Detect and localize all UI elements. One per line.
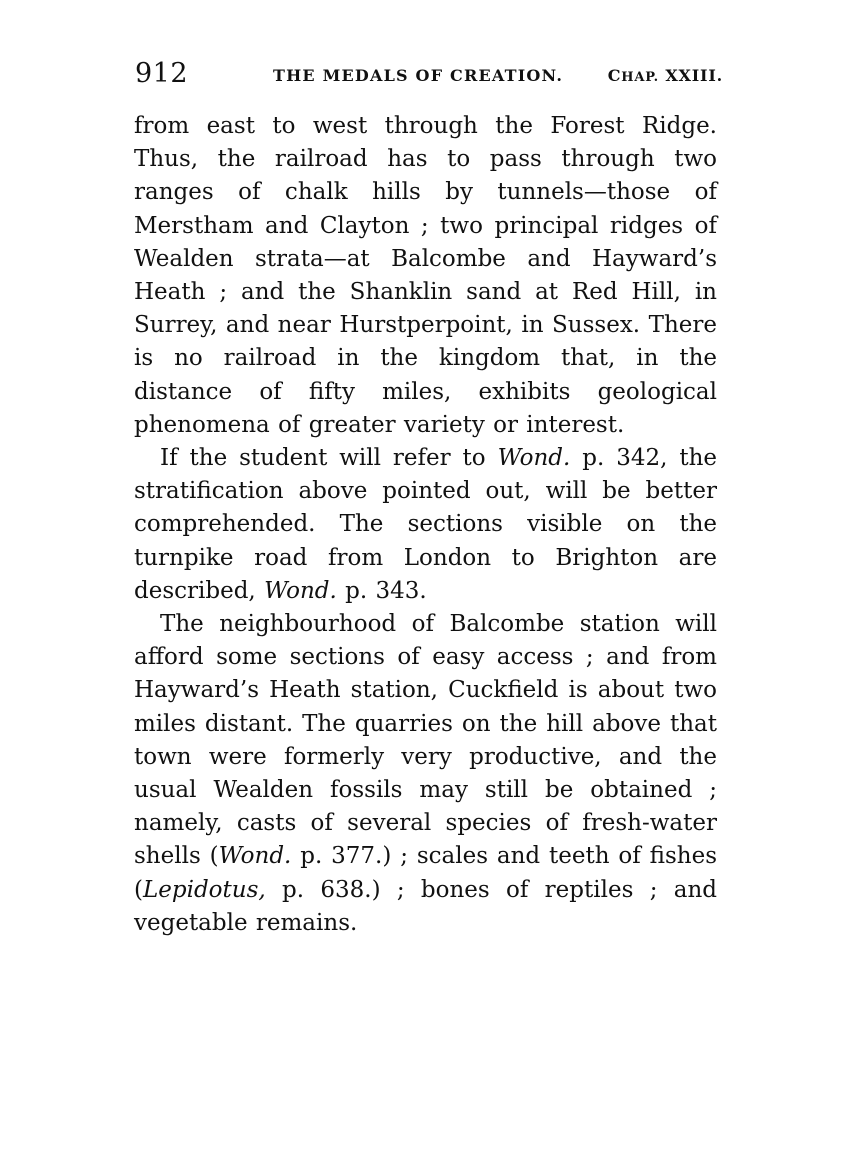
chapter-numeral: XXIII. [665, 66, 723, 85]
paragraph-1: from east to west through the Forest Ridge. Thus, the railroad has to pass through two ranges of chalk hills by tunnels—those of Merstham and Clayton ; two principal ridges of Wealden strata—at Balcombe and Hayward’s Heath ; and the Shanklin sand at Red Hill, in Surrey, and near Hurstperpoint, in Sussex. There is no railroad in the kingdom that, in the distance of fifty miles, exhibits geological phenomena of greater variety or interest. [134, 113, 717, 438]
paragraph-3-italic-1: Wond. [218, 843, 292, 870]
paragraph-2 [134, 442, 717, 608]
paragraph-3-text-2: p. 377.) ; scales and teeth of fishes ( [134, 843, 717, 903]
chapter-prefix: C [607, 66, 622, 85]
paragraph-2-italic-1: Wond. [497, 445, 571, 472]
paragraph-3-text-3: p. 638.) ; bones of reptiles ; and vegetable remains. [134, 876, 717, 936]
body-text [134, 110, 717, 940]
paragraph-2-text-1: If the student will refer to [160, 445, 498, 472]
page-number: 912 [135, 58, 189, 89]
paragraph-3 [134, 608, 717, 940]
paragraph-3-italic-2: Lepidotus, [142, 876, 266, 903]
running-head [135, 58, 723, 94]
chapter-label [608, 66, 723, 85]
paragraph-3-text-1: The neighbourhood of Balcombe station will afford some sections of easy access ; and from Hayward’s Heath station, Cuckfield is about two miles distant. The quarries on the hill above that town were formerly very productive, and the usual Wealden fossils may still be obtained ; namely, casts of several species of fresh-water shells ( [134, 611, 717, 870]
paragraph-2-italic-2: Wond. [264, 577, 337, 604]
paragraph-2-text-3: p. 343. [336, 577, 427, 604]
paragraph-2-text-2: p. 342, the stratification above pointed out, will be better comprehended. The sections visible on the turnpike road from London to Brighton are described, [134, 445, 717, 604]
chapter-small-caps: HAP. [621, 70, 659, 85]
book-title: THE MEDALS OF CREATION. [273, 66, 564, 85]
